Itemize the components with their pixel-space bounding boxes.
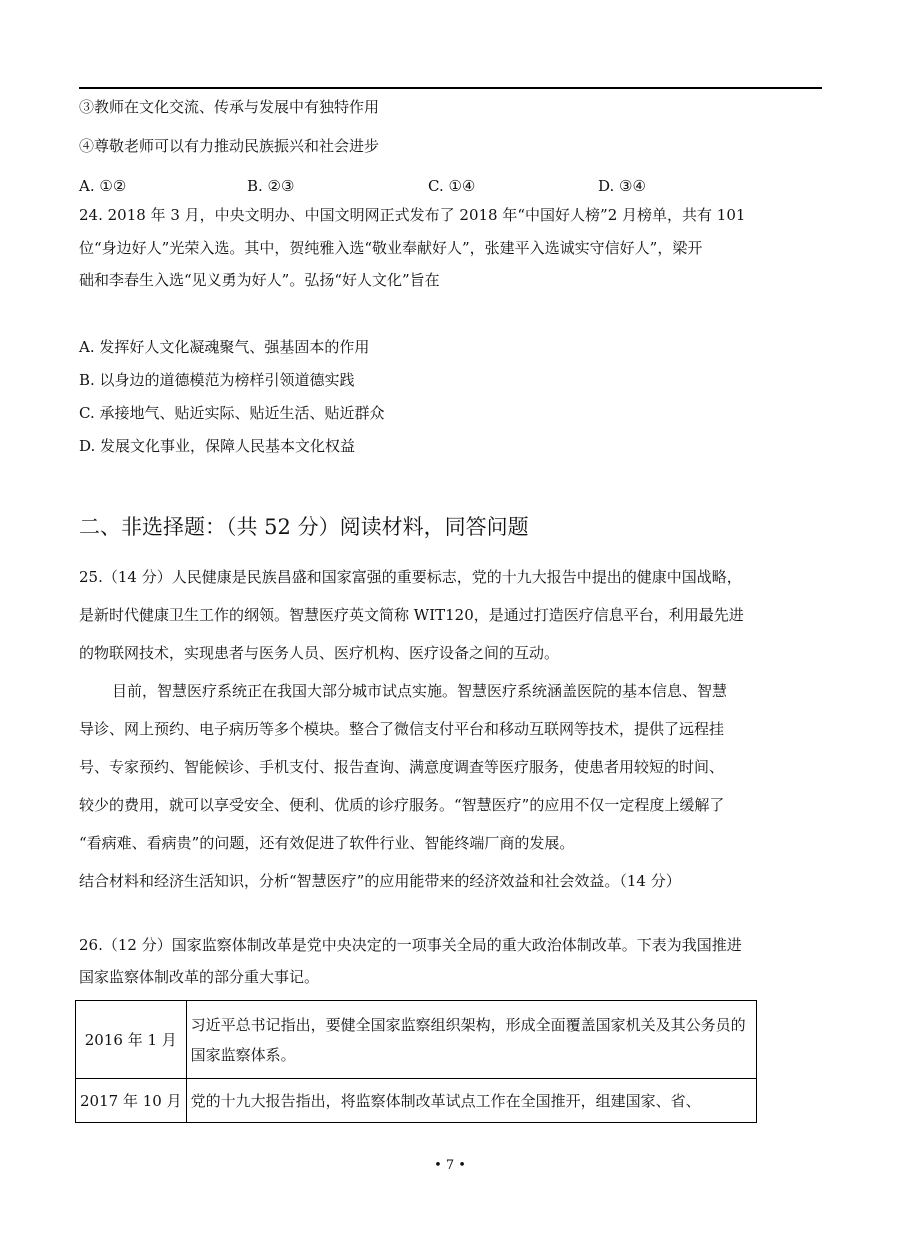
q25-line-1: 25.（14 分）人民健康是民族昌盛和国家富强的重要标志，党的十九大报告中提出的健康中国战略， xyxy=(79,568,742,586)
q24-line-3: 础和李春生入选“见义勇为好人”。弘扬“好人文化”旨在 xyxy=(79,271,440,289)
prev-option-d: D. ③④ xyxy=(598,177,646,195)
q24-option-d: D. 发展文化事业，保障人民基本文化权益 xyxy=(79,437,356,455)
q25-line-8: “看病难、看病贵”的问题，还有效促进了软件行业、智能终端厂商的发展。 xyxy=(79,834,575,852)
prev-item-3: ③教师在文化交流、传承与发展中有独特作用 xyxy=(79,98,380,116)
prev-item-4: ④尊敬老师可以有力推动民族振兴和社会进步 xyxy=(79,137,380,155)
prev-option-a: A. ①② xyxy=(79,177,127,195)
table-text-cell: 习近平总书记指出，要健全国家监察组织架构，形成全面覆盖国家机关及其公务员的国家监察体系。 xyxy=(186,1001,756,1079)
prev-option-c: C. ①④ xyxy=(428,177,476,195)
q25-line-4: 目前，智慧医疗系统正在我国大部分城市试点实施。智慧医疗系统涵盖医院的基本信息、智慧 xyxy=(112,682,728,700)
table-date-cell: 2016 年 1 月 xyxy=(76,1001,187,1079)
q26-events-table xyxy=(75,1000,757,1123)
q25-question: 结合材料和经济生活知识，分析“智慧医疗”的应用能带来的经济效益和社会效益。（14 分） xyxy=(79,872,681,890)
q25-line-6: 号、专家预约、智能候诊、手机支付、报告查询、满意度调查等医疗服务，使患者用较短的时间、 xyxy=(79,758,725,776)
table-row xyxy=(76,1001,757,1079)
top-rule xyxy=(79,87,822,89)
q25-line-5: 导诊、网上预约、电子病历等多个模块。整合了微信支付平台和移动互联网等技术，提供了远程挂 xyxy=(79,720,725,738)
prev-option-b: B. ②③ xyxy=(247,177,295,195)
q24-option-a: A. 发挥好人文化凝魂聚气、强基固本的作用 xyxy=(79,338,370,356)
q24-option-c: C. 承接地气、贴近实际、贴近生活、贴近群众 xyxy=(79,404,385,422)
page-number: • 7 • xyxy=(434,1158,466,1173)
q26-line-1: 26.（12 分）国家监察体制改革是党中央决定的一项事关全局的重大政治体制改革。下表为我国推进 xyxy=(79,936,742,954)
q26-line-2: 国家监察体制改革的部分重大事记。 xyxy=(79,968,320,986)
q25-line-3: 的物联网技术，实现患者与医务人员、医疗机构、医疗设备之间的互动。 xyxy=(79,644,560,662)
section-2-title: 二、非选择题：（共 52 分）阅读材料，同答问题 xyxy=(79,515,529,539)
table-row xyxy=(76,1079,757,1123)
q25-line-7: 较少的费用，就可以享受安全、便利、优质的诊疗服务。“智慧医疗”的应用不仅一定程度上缓解了 xyxy=(79,796,725,814)
q24-line-1: 24. 2018 年 3 月，中央文明办、中国文明网正式发布了 2018 年“中国好人榜”2 月榜单，共有 101 xyxy=(79,206,746,224)
q24-option-b: B. 以身边的道德模范为榜样引领道德实践 xyxy=(79,371,355,389)
q24-line-2: 位“身边好人”光荣入选。其中，贺纯雅入选“敬业奉献好人”，张建平入选诚实守信好人”，梁开 xyxy=(79,239,703,257)
table-date-cell: 2017 年 10 月 xyxy=(76,1079,187,1123)
table-text-cell: 党的十九大报告指出，将监察体制改革试点工作在全国推开，组建国家、省、 xyxy=(186,1079,756,1123)
q25-line-2: 是新时代健康卫生工作的纲领。智慧医疗英文简称 WIT120，是通过打造医疗信息平台，利用最先进 xyxy=(79,606,744,624)
